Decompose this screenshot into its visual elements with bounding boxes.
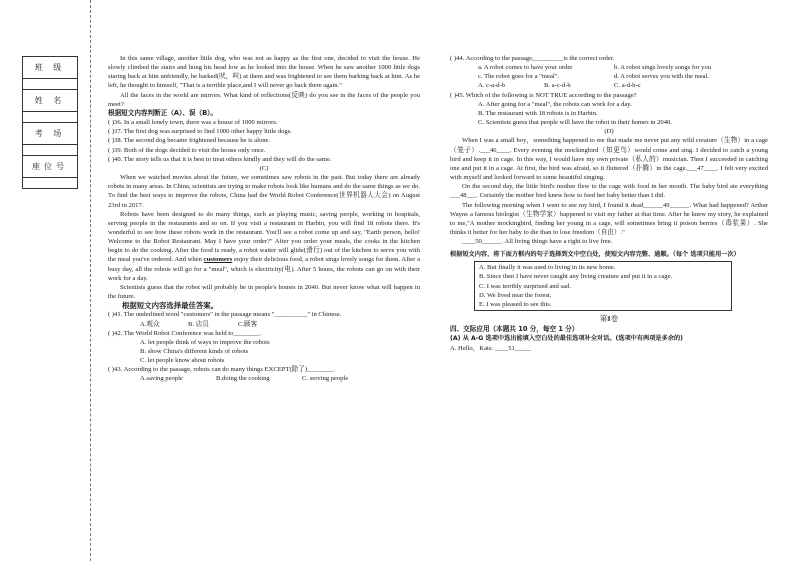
passage-c-paragraph-1: When we watched movies about the future, we sometimes saw robots in the past. But today there are already robots in many areas. In China, scientists are trying to make robots look like humans and do the same things as we do. To find the best ways to improve the robots, China had the World Robot Conference(世界机器人大会) on August 23rd in 2017. — [108, 174, 420, 209]
question-36[interactable]: ( )36. In a small lonely town, there was a house of 1000 mirrors. — [108, 119, 278, 127]
sentence-option-d: D. We lived near the forest. — [479, 291, 552, 299]
option[interactable]: B. 店员 — [188, 320, 209, 328]
sentence-option-c: C. I was terribly surprised and sad. — [479, 282, 571, 290]
class-blank[interactable] — [23, 79, 78, 90]
passage-d-paragraph-2: On the second day, the little bird's mother flew to the cage with food in her mouth. The baby bird ate everything ___48___. Certainly the mother bird knew how to feed her baby better than I did. — [450, 183, 768, 200]
section-four-title: 四、交际应用（本题共 10 分，每空 1 分） — [450, 325, 579, 334]
underlined-word: customers — [203, 256, 233, 264]
option[interactable]: B. The restaurant with 18 robots is in Harbin. — [478, 109, 598, 117]
option[interactable]: A. After going for a "meal", the robots can work for a day. — [478, 100, 632, 108]
option[interactable]: A. let people think of ways to improve the robots — [140, 338, 270, 346]
volume-two-label: 第Ⅱ卷 — [599, 314, 619, 324]
passage-b-paragraph: All the faces in the world are mirrors. What kind of reflections(反映) do you see in the faces of the people you meet? — [108, 91, 420, 108]
option[interactable]: A.观众 — [140, 320, 160, 328]
seat-number-label: 座位号 — [23, 156, 78, 178]
exam-room-blank[interactable] — [23, 145, 78, 156]
section-four-a-instructions: (A) 从 A-G 选项中选出能填入空白处的最佳选项补全对话。(选项中有两项是多余的) — [450, 335, 683, 343]
right-column — [450, 54, 768, 353]
question-42[interactable]: ( )42. The World Robot Conference was held to________. — [108, 329, 262, 337]
sentence-option-b: B. Since then I have never caught any living creature and put it in a cage. — [479, 273, 673, 281]
question-39[interactable]: ( )39. Both of the dogs decided to visit the house only once. — [108, 146, 266, 154]
passage-c-text: enjoy their delicious food, a robot sings lovely songs for them. After a busy day, all the robots will go for a "meal", which is electricity(电). After 5 hours, the robots can go on with their work for a day. — [108, 256, 421, 282]
question-41-options — [108, 320, 420, 329]
passage-c-label: (C) — [259, 164, 269, 172]
question-44-options — [450, 63, 768, 72]
question-41[interactable]: ( )41. The underlined word "customers" in the passage means "__________" in Chinese. — [108, 311, 342, 319]
option[interactable]: B. show China's different kinds of robots — [140, 348, 249, 355]
sentence-options-box — [474, 261, 732, 311]
left-column — [108, 54, 420, 384]
option[interactable]: C. serving people — [302, 375, 349, 383]
question-44-options — [450, 72, 768, 81]
question-40[interactable]: ( )40. The story tells us that it is best to treat others kindly and they will do the same. — [108, 155, 332, 163]
option[interactable]: C. let people know about robots — [140, 357, 225, 365]
option[interactable]: C. Scientists guess that people will have the robot in their homes in 2040. — [478, 119, 672, 127]
option[interactable]: C.顾客 — [238, 320, 258, 328]
option: b. A robot sings lovely songs for you — [614, 64, 712, 72]
passage-d-paragraph-1: When I was a small boy，something happened to me that made me never put any wild creature（生物）in a cage（笼子）.___46____. Every evening the mockingbird（知更鸟）would come and sing. I decided to catch a young bird and keep it in cage. In this way, I would have my own private（私人的）musician. Then I succeeded in catching one and put it in a cage. At first, the bird was afraid, so it fluttered（扑腾）in the cage.___47____. I felt very excited with myself and looked forward to some beautiful singing. — [450, 137, 768, 182]
multiple-choice-title: 根据短文内容选择最佳答案。 — [122, 301, 219, 311]
passage-c-text: Robots have been designed to do many things, such as playing music, saving people, working in hospitals, serving people in the restaurants and so on. If you visit a restaurant in Harbin, you will find 18 robots there. It's wonderful to see how these robots work in the restaurant. You'll see a robot come up and say, "Earth person, hello! Welcome to the Robot Restaurant. May I have your order?" After you order your meals, the cooks in the kitchen begin to do the cooking. After the food is ready, a robot waiter will glide(滑行) out of the kitchen to serve you with the meal you've ordered. And when — [108, 210, 420, 264]
question-44[interactable]: ( )44. According to the passage,_________is the correct order. — [450, 55, 615, 62]
passage-c-paragraph-2 — [108, 210, 420, 283]
question-44-options — [450, 81, 768, 90]
exam-room-label: 考 场 — [23, 123, 78, 145]
passage-c-paragraph-3: Scientists guess that the robot will probably be in people's homes in 2040. But never know what will happen in the future. — [108, 283, 420, 301]
seat-number-blank[interactable] — [23, 178, 78, 189]
option[interactable]: A. c-a-d-b — [478, 82, 506, 90]
passage-d-paragraph-4: ____50______. All living things have a right to live free. — [462, 238, 613, 246]
option[interactable]: A.saving people — [140, 375, 183, 383]
dialog-line[interactable]: A. Hello，Kate. ____51_____ — [450, 344, 532, 352]
option[interactable]: B. a-c-d-b — [544, 82, 571, 90]
question-37[interactable]: ( )37. The first dog was surprised to find 1000 other happy little dogs. — [108, 128, 292, 136]
option: c. The robot goes for a "meal". — [478, 73, 560, 81]
question-43-options — [108, 374, 420, 383]
question-45[interactable]: ( )45. Which of the following is NOT TRUE according to the passage? — [450, 91, 637, 99]
class-label: 班 级 — [23, 57, 78, 79]
passage-b-paragraph: In this same village, another little dog, who was not as happy as the first one, decided to visit the house. He slowly climbed the stairs and hung his head low as he looked into the house. When he saw another 1000 little dogs staring back at him unfriendly, he barked(吠，叫) at them and was frightened to see them barking back at him. As he left, he thought to himself, "That is a terrible place,and I will never go back there again." — [108, 55, 420, 90]
option[interactable]: B.doing the cooking — [216, 375, 270, 383]
option[interactable]: C. a-d-b-c — [614, 82, 641, 90]
name-blank[interactable] — [23, 112, 78, 123]
binding-line — [90, 0, 91, 561]
question-43[interactable]: ( )43. According to the passage, robots can do many things EXCEPT(除了)________. — [108, 366, 336, 374]
true-false-title: 根据短文内容判断正（A）、误（B）。 — [108, 108, 218, 117]
sentence-option-a: A. But finally it was used to living in its new home. — [479, 264, 616, 272]
passage-d-label: (D) — [604, 128, 614, 136]
passage-d-paragraph-3: The following morning when I went to see my bird, I found it dead______49______. What had happened? Arthur Wayne a famous biologist（生物学家）happened to visit my father at that time. After he knew my story, he explained to me,"A mother mockingbird, finding her young in a cage, will sometimes bring it poison berries（毒浆果）. She thinks it better for her baby to die than to lose freedom（自由）." — [450, 201, 768, 236]
option: d. A robot serves you with the meal. — [614, 73, 710, 81]
question-38[interactable]: ( )38. The second dog became frightened because he is alone. — [108, 137, 271, 145]
fill-in-instructions: 根据短文内容，将下面方框内的句子选择到文中空白处，使短文内容完整、通顺。（每个 选项只能用一次） — [450, 251, 740, 259]
option: a. A robot comes to have your order — [478, 64, 573, 72]
sentence-option-e: E. I was pleased to see this. — [479, 300, 552, 308]
name-label: 姓 名 — [23, 90, 78, 112]
student-info-table — [22, 56, 78, 189]
